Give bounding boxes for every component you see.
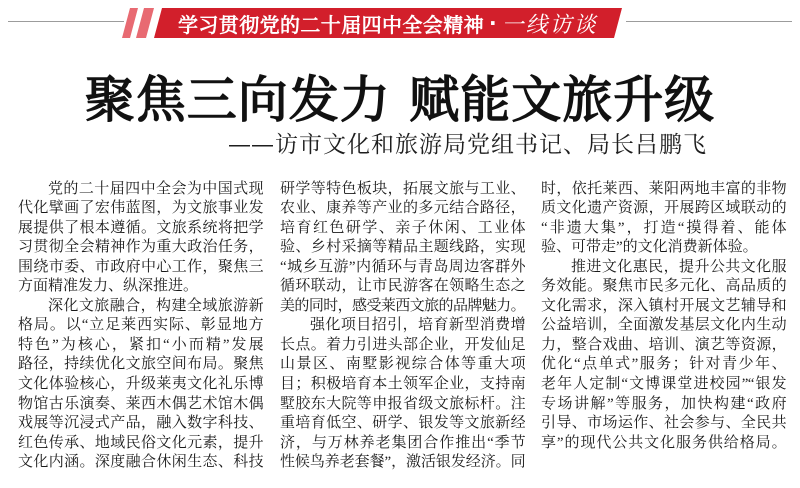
article-line: 济，与万林养老集团合作推出“季节 xyxy=(280,434,525,451)
body-column-3 xyxy=(541,180,786,454)
headline: 聚焦三向发力 赋能文旅升级 xyxy=(84,71,716,129)
article-line: 重培育低空、研学、银发等文旅新经 xyxy=(280,415,525,432)
article-line: 路径，持续优化文旅空间布局。聚焦 xyxy=(18,356,263,373)
article-line: 享”的现代公共文化服务供给格局。 xyxy=(541,434,786,451)
banner-stripe xyxy=(136,8,154,38)
body-column-2 xyxy=(280,180,525,473)
article-line: 研学等特色板块，拓展文旅与工业、 xyxy=(280,180,525,197)
subheadline: ——访市文化和旅游局党组书记、局长吕鹏飞 xyxy=(228,132,706,158)
article-line: 推进文化惠民，提升公共文化服 xyxy=(571,258,786,275)
article-line: 验、乡村采摘等精品主题线路，实现 xyxy=(280,239,525,256)
article-line: 展提供了根本遵循。文旅系统将把学 xyxy=(18,219,263,236)
banner-tag: 一线访谈 xyxy=(501,12,598,38)
article-line: 党的二十届四中全会为中国式现 xyxy=(48,180,263,197)
article-line: 目；积极培育本土领军企业，支持南 xyxy=(280,375,525,392)
article-line: 特色”为核心，紧扣“小而精”发展 xyxy=(18,336,263,353)
article-line: “非遗大集”，打造“摸得着、能体 xyxy=(541,219,786,236)
article-line: 公益培训，全面激发基层文化内生动 xyxy=(541,317,786,334)
article-line: 戏展等沉浸式产品，融入数字科技、 xyxy=(18,415,263,432)
article-line: 围绕市委、市政府中心工作，聚焦三 xyxy=(18,258,263,275)
article-line: 时，依托莱西、莱阳两地丰富的非物 xyxy=(541,180,786,197)
column-banner xyxy=(178,9,598,37)
article-line: 习贯彻全会精神作为重大政治任务， xyxy=(18,239,263,256)
article-line: 山景区、南墅影视综合体等重大项 xyxy=(280,356,525,373)
article-line: 强化项目招引，培育新型消费增 xyxy=(310,317,525,334)
article-line: 方面精准发力、纵深推进。 xyxy=(18,278,199,295)
banner-stripe xyxy=(122,8,138,38)
article-line: 代化擘画了宏伟蓝图，为文旅事业发 xyxy=(18,200,263,217)
article-line: 引导、市场运作、社会参与、全民共 xyxy=(541,415,786,432)
article-line: 验、可带走”的文化消费新体验。 xyxy=(541,239,758,256)
article-line: 美的同时，感受莱西文旅的品牌魅力。 xyxy=(280,297,525,314)
article-line: 性候鸟养老套餐”，激活银发经济。同 xyxy=(280,454,525,471)
article-line: 文化需求，深入镇村开展文艺辅导和 xyxy=(541,297,786,314)
article-line: 深化文旅融合，构建全域旅游新 xyxy=(48,297,263,314)
article-line: 优化“点单式”服务；针对青少年、 xyxy=(541,356,786,373)
article-line: “城乡互游”内循环与青岛周边客群外 xyxy=(280,258,525,275)
article-line: 专场讲解”等服务，加快构建“政府 xyxy=(541,395,786,412)
article-line: 农业、康养等产业的多元结合路径， xyxy=(280,200,525,217)
article-line: 物馆古乐演奏、莱西木偶艺术馆木偶 xyxy=(18,395,263,412)
body-column-1 xyxy=(18,180,263,473)
article-line: 红色传承、地域民俗文化元素，提升 xyxy=(18,434,263,451)
banner-title: 学习贯彻党的二十届四中全会精神 xyxy=(178,12,484,37)
article-line: 力，整合戏曲、培训、演艺等资源， xyxy=(541,336,786,353)
article-line: 质文化遗产资源，开展跨区域联动的 xyxy=(541,200,786,217)
article-line: 循环联动，让市民游客在领略生态之 xyxy=(280,278,525,295)
article-line: 文化内涵。深度融合休闲生态、科技 xyxy=(18,454,263,471)
article-line: 格局。以“立足莱西实际、彰显地方 xyxy=(18,317,263,334)
article-line: 长点。着力引进头部企业，开发仙足 xyxy=(280,336,525,353)
article-line: 文化体验核心，升级莱夷文化礼乐博 xyxy=(18,375,263,392)
article-line: 培育红色研学、亲子休闲、工业体 xyxy=(280,219,525,236)
banner-separator: · xyxy=(489,11,497,35)
article-line: 墅胶东大院等申报省级文旅标杆。注 xyxy=(280,395,525,412)
article-line: 务效能。聚焦市民多元化、高品质的 xyxy=(541,278,786,295)
article-line: 老年人定制“文博课堂进校园”“银发 xyxy=(541,375,786,392)
